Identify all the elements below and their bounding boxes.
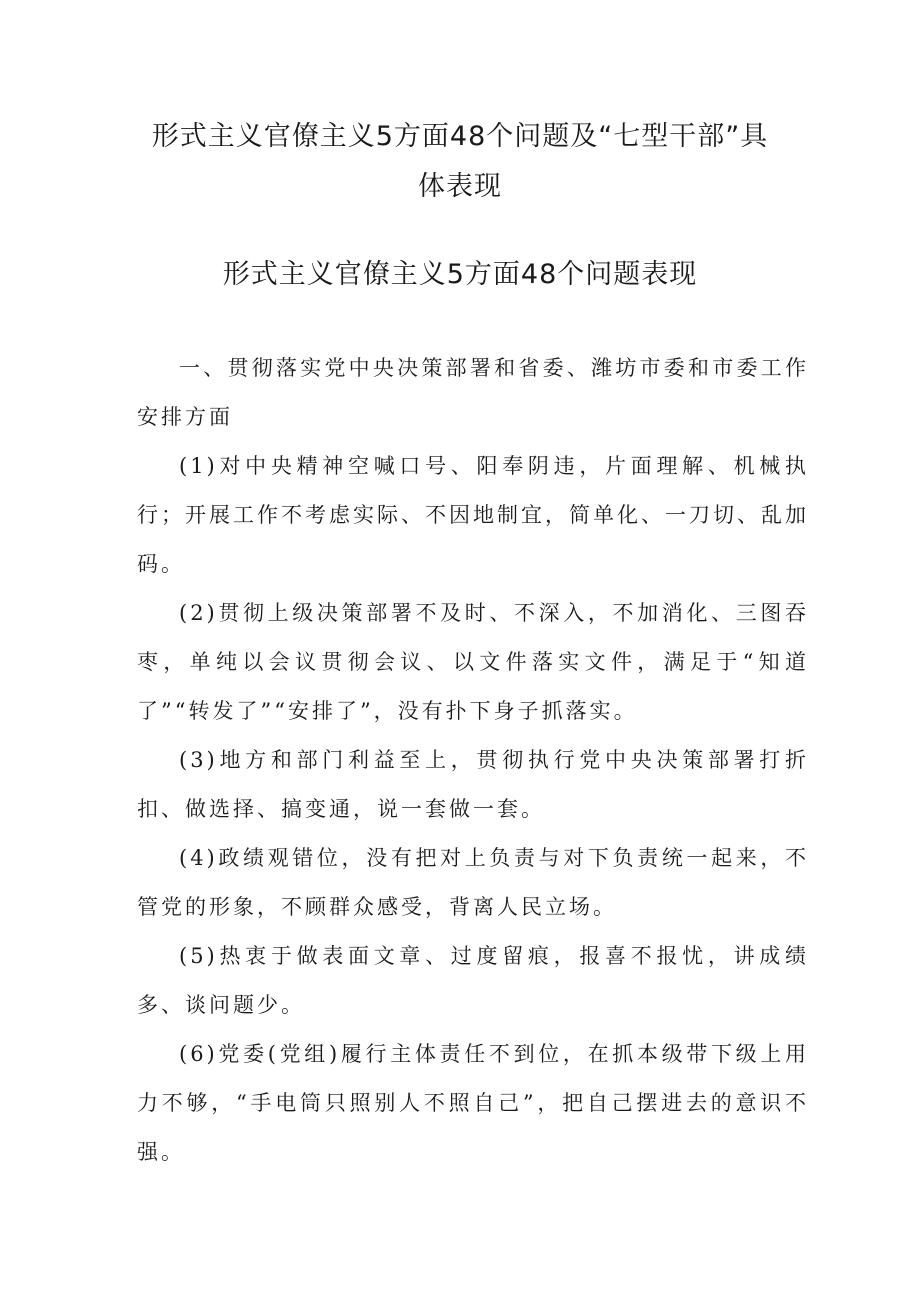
list-item: (5)热衷于做表面文章、过度留痕，报喜不报忧，讲成绩多、谈问题少。 — [137, 944, 809, 1017]
list-item: (2)贯彻上级决策部署不及时、不深入，不加消化、三图吞枣，单纯以会议贯彻会议、以文件落实文件，满足于“知道了”“转发了”“安排了”，没有扑下身子抓落实。 — [137, 601, 809, 723]
document-title: 形式主义官僚主义5方面48个问题及“七型干部”具体表现 — [151, 121, 769, 202]
list-item: (3)地方和部门利益至上，贯彻执行党中央决策部署打折扣、做选择、搞变通，说一套做一套。 — [137, 748, 809, 821]
list-item: (4)政绩观错位，没有把对上负责与对下负责统一起来，不管党的形象，不顾群众感受，背离人民立场。 — [137, 846, 809, 919]
list-item: (1)对中央精神空喊口号、阳奉阴违，片面理解、机械执行；开展工作不考虑实际、不因地制宜，简单化、一刀切、乱加码。 — [137, 454, 809, 576]
document-body — [137, 344, 809, 1177]
section-title: 形式主义官僚主义5方面48个问题表现 — [222, 259, 698, 290]
list-item: (6)党委(党组)履行主体责任不到位，在抓本级带下级上用力不够，“手电筒只照别人不照自己”，把自己摆进去的意识不强。 — [137, 1042, 809, 1164]
heading-1: 一、贯彻落实党中央决策部署和省委、潍坊市委和市委工作安排方面 — [137, 356, 809, 429]
